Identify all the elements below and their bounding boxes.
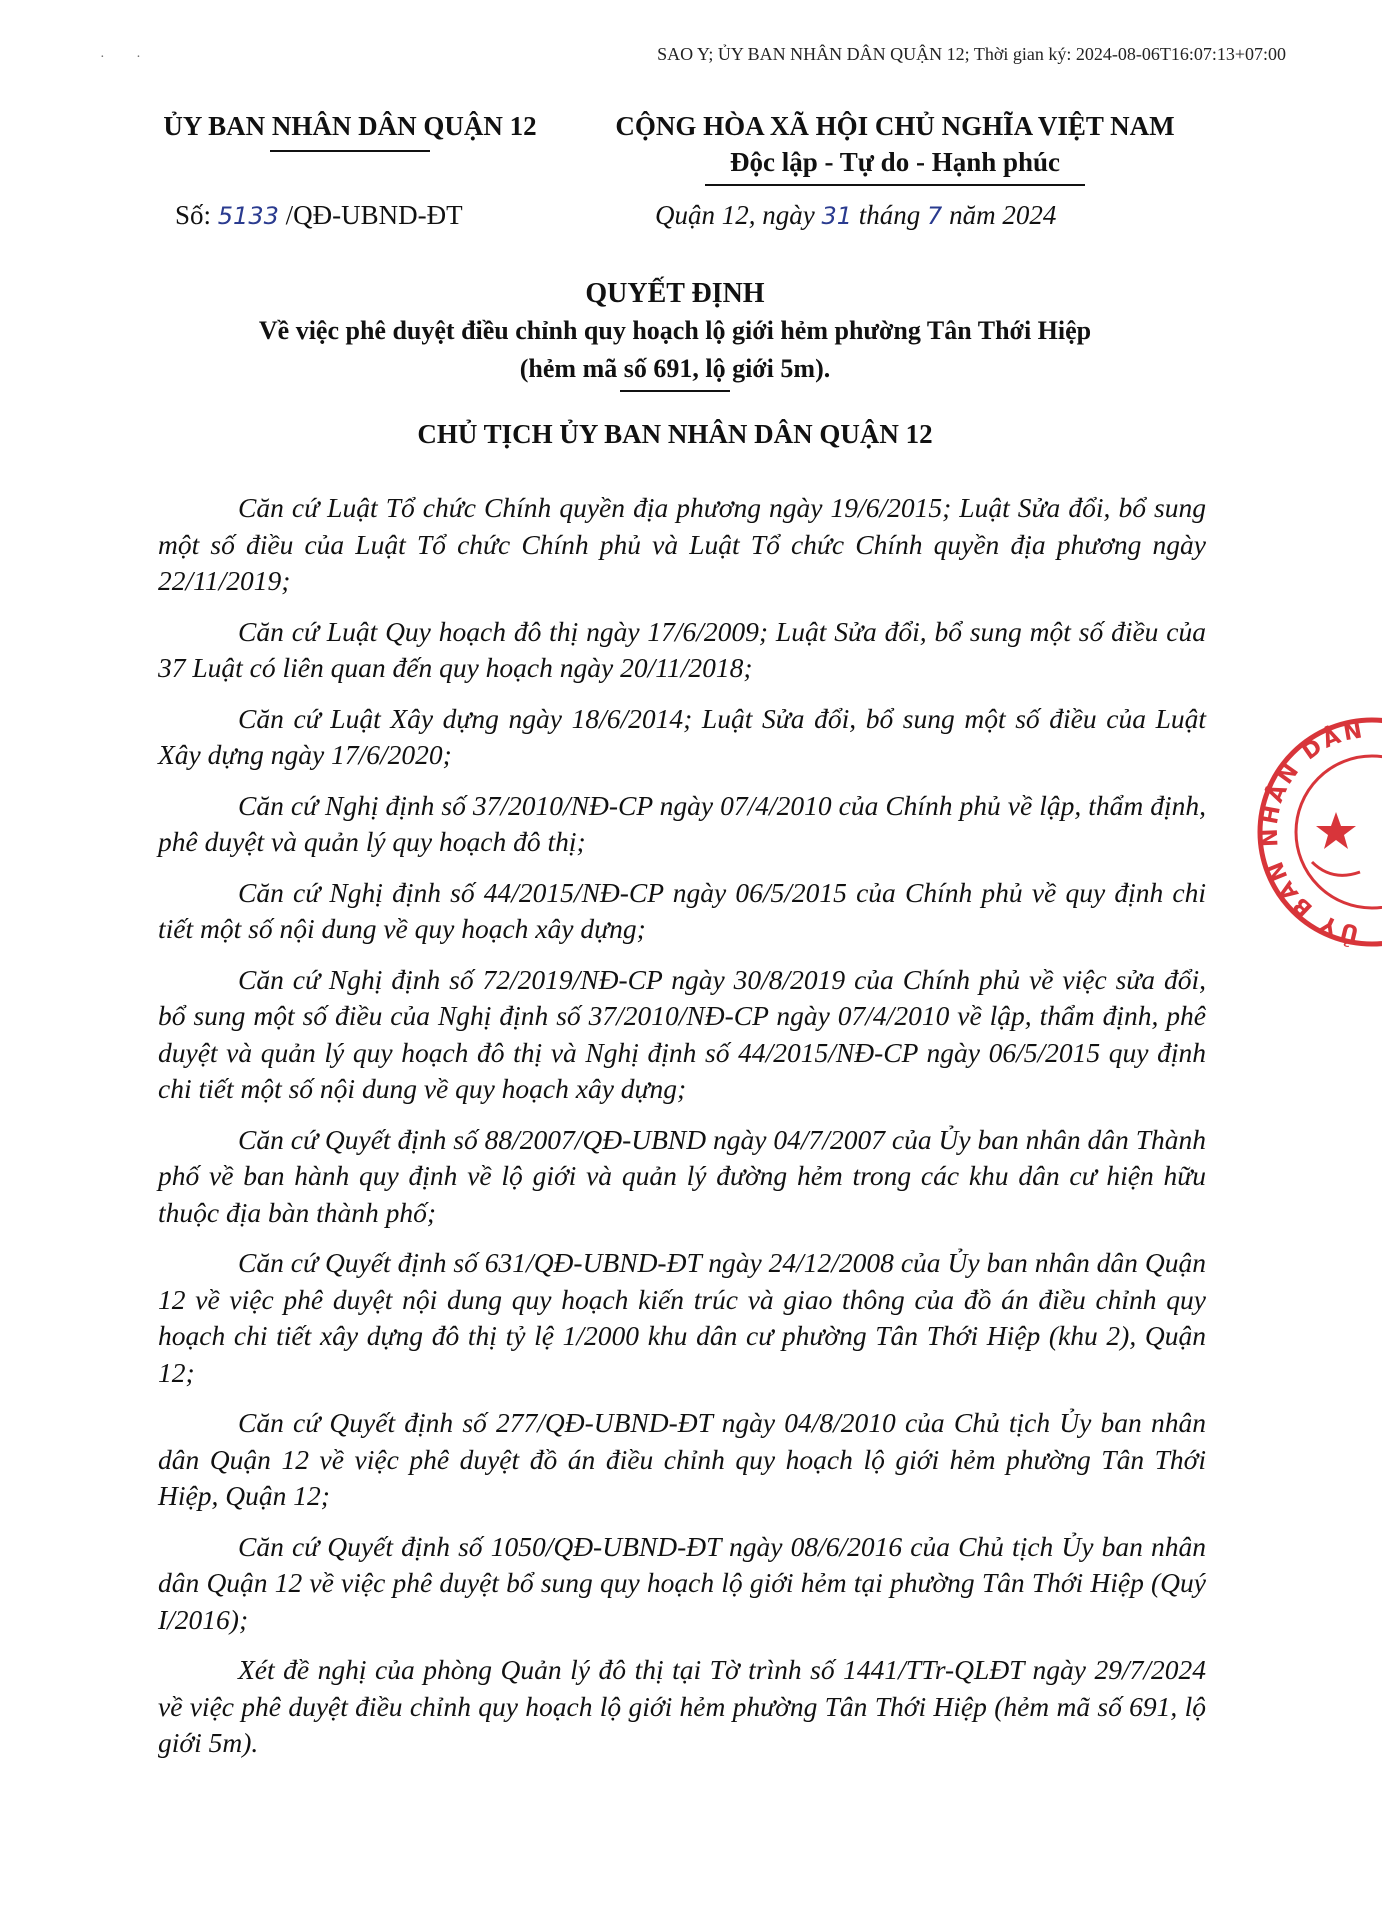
- document-number: [175, 200, 463, 231]
- seal-text: ỦY BAN NHÂN DÂN: [1257, 717, 1367, 946]
- national-motto-block: [575, 108, 1215, 186]
- legal-basis-paragraph: Căn cứ Luật Tổ chức Chính quyền địa phương ngày 19/6/2015; Luật Sửa đổi, bổ sung một số điều của Luật Tổ chức Chính phủ và Luật Tổ chức Chính quyền địa phương ngày 22/11/2019;: [158, 492, 1206, 596]
- date-place: Quận 12, ngày: [655, 200, 822, 230]
- title-block: [130, 276, 1220, 452]
- doc-number-handwritten: 5133: [217, 202, 279, 230]
- legal-basis-paragraph: Căn cứ Quyết định số 88/2007/QĐ-UBND ngày 04/7/2007 của Ủy ban nhân dân Thành phố về ban hành quy định về lộ giới và quản lý đường hẻm trong các khu dân cư hiện hữu thuộc địa bàn thành phố;: [158, 1123, 1206, 1228]
- issuing-agency-block: [130, 108, 570, 152]
- legal-basis-paragraph: Căn cứ Quyết định số 631/QĐ-UBND-ĐT ngày 24/12/2008 của Ủy ban nhân dân Quận 12 về việc phê duyệt nội dung quy hoạch kiến trúc và giao thông của đồ án điều chỉnh quy hoạch chi tiết xây dựng đô thị tỷ lệ 1/2000 khu dân cư phường Tân Thới Hiệp (khu 2), Quận 12;: [158, 1247, 1206, 1388]
- subject-underline: [620, 390, 730, 392]
- scan-specks: · ·: [100, 50, 155, 65]
- legal-basis-paragraph: Căn cứ Luật Xây dựng ngày 18/6/2014; Luật Sửa đổi, bổ sung một số điều của Luật Xây dựng ngày 17/6/2020;: [158, 702, 1206, 770]
- doc-number-suffix: /QĐ-UBND-ĐT: [278, 200, 463, 230]
- nation-name: CỘNG HÒA XÃ HỘI CHỦ NGHĨA VIỆT NAM: [615, 111, 1175, 141]
- legal-basis-paragraph: Căn cứ Nghị định số 72/2019/NĐ-CP ngày 30/8/2019 của Chính phủ về việc sửa đổi, bổ sung một số điều của Nghị định số 37/2010/NĐ-CP ngày 07/4/2010 về lập, thẩm định, phê duyệt và quản lý quy hoạch đô thị và Nghị định số 44/2015/NĐ-CP ngày 06/5/2015 quy định chi tiết một số nội dung về quy hoạch xây dựng;: [158, 963, 1206, 1104]
- issue-date: [655, 200, 1056, 231]
- legal-basis-paragraph: Căn cứ Nghị định số 44/2015/NĐ-CP ngày 06/5/2015 của Chính phủ về quy định chi tiết một số nội dung về quy hoạch xây dựng;: [158, 876, 1206, 944]
- issuing-agency: ỦY BAN NHÂN DÂN QUẬN 12: [163, 111, 537, 141]
- authority-heading: CHỦ TỊCH ỦY BAN NHÂN DÂN QUẬN 12: [417, 419, 933, 449]
- document-subject-line-1: Về việc phê duyệt điều chỉnh quy hoạch lộ giới hẻm phường Tân Thới Hiệp: [258, 316, 1092, 345]
- legal-basis-paragraph: Căn cứ Quyết định số 1050/QĐ-UBND-ĐT ngày 08/6/2016 của Chủ tịch Ủy ban nhân dân Quận 12 về việc phê duyệt bổ sung quy hoạch lộ giới hẻm tại phường Tân Thới Hiệp (Quý I/2016);: [158, 1530, 1206, 1635]
- proposal-paragraph: Xét đề nghị của phòng Quản lý đô thị tại Tờ trình số 1441/TTr-QLĐT ngày 29/7/2024 về việc phê duyệt điều chỉnh quy hoạch lộ giới hẻm phường Tân Thới Hiệp (hẻm mã số 691, lộ giới 5m).: [158, 1654, 1206, 1758]
- document-body: [158, 490, 1206, 1776]
- agency-underline: [270, 150, 430, 152]
- document-subject-line-2: (hẻm mã số 691, lộ giới 5m).: [519, 354, 831, 383]
- legal-basis-paragraph: Căn cứ Quyết định số 277/QĐ-UBND-ĐT ngày 04/8/2010 của Chủ tịch Ủy ban nhân dân Quận 12 về việc phê duyệt đồ án điều chỉnh quy hoạch lộ giới hẻm phường Tân Thới Hiệp, Quận 12;: [158, 1407, 1206, 1511]
- document-title: QUYẾT ĐỊNH: [585, 278, 765, 309]
- doc-number-prefix: Số:: [175, 200, 218, 230]
- svg-text:ỦY BAN NHÂN DÂN QUẬN: [1232, 712, 1377, 948]
- legal-basis-paragraph: Căn cứ Nghị định số 37/2010/NĐ-CP ngày 07/4/2010 của Chính phủ về lập, thẩm định, phê duyệt và quản lý quy hoạch đô thị;: [158, 789, 1206, 857]
- date-month-label: tháng: [852, 200, 928, 230]
- national-motto: Độc lập - Tự do - Hạnh phúc: [729, 147, 1061, 177]
- date-month-handwritten: 7: [927, 202, 943, 230]
- legal-basis-paragraph: Căn cứ Luật Quy hoạch đô thị ngày 17/6/2009; Luật Sửa đổi, bổ sung một số điều của 37 Luật có liên quan đến quy hoạch ngày 20/11/2018;: [158, 615, 1206, 683]
- date-day-handwritten: 31: [821, 202, 853, 230]
- digital-copy-stamp-line: SAO Y; ỦY BAN NHÂN DÂN QUẬN 12; Thời gian ký: 2024-08-06T16:07:13+07:00: [657, 44, 1286, 64]
- motto-underline: [705, 184, 1085, 186]
- date-year: năm 2024: [942, 200, 1057, 230]
- red-seal-stamp-icon: [1232, 712, 1382, 952]
